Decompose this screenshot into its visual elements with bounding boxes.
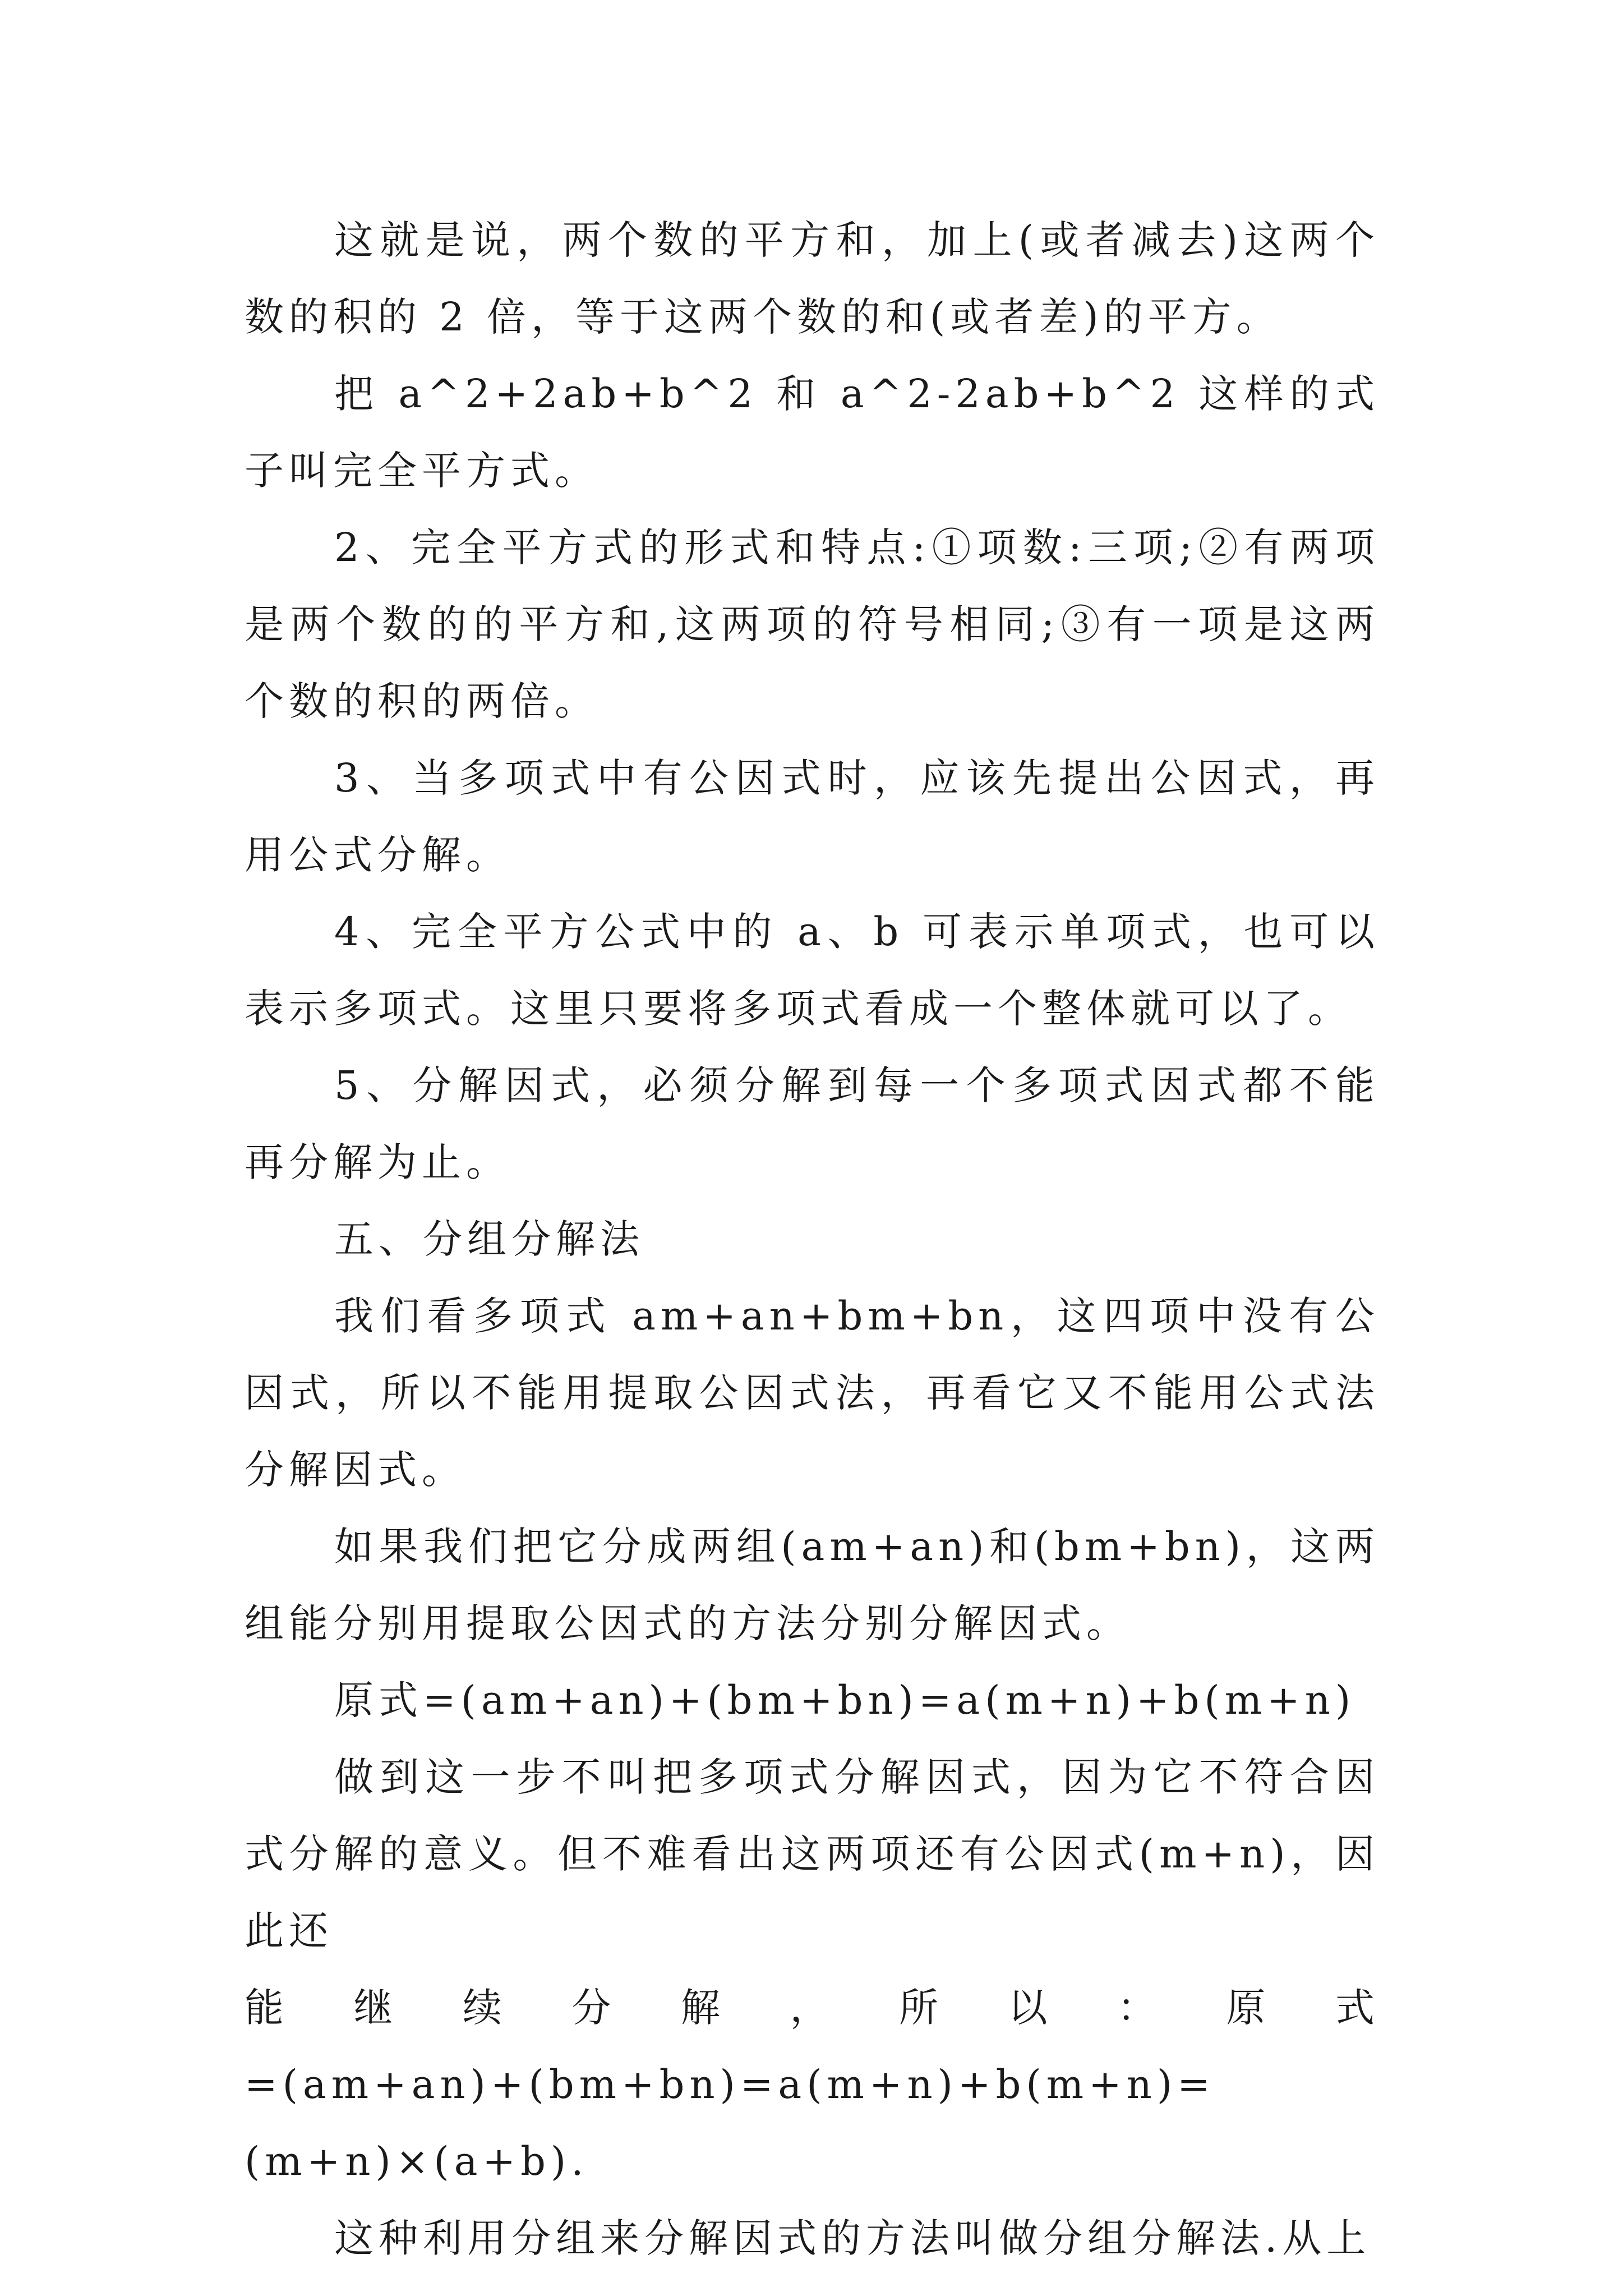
paragraph-original-expression: 原式=(am+an)+(bm+bn)=a(m+n)+b(m+n) bbox=[334, 1677, 1356, 1723]
document-body bbox=[245, 202, 1380, 2277]
paragraph-point-2: 2、完全平方式的形式和特点:①项数:三项;②有两项是两个数的的平方和,这两项的符号相同;③有一项是这两个数的积的两倍。 bbox=[245, 524, 1380, 724]
paragraph-point-3: 3、当多项式中有公因式时，应该先提出公因式，再用公式分解。 bbox=[245, 755, 1380, 878]
paragraph-not-factored-text: 做到这一步不叫把多项式分解因式，因为它不符合因式分解的意义。但不难看出这两项还有公因式(m+n)，因此还 bbox=[245, 1754, 1380, 1954]
section-heading-grouping-method: 五、分组分解法 bbox=[334, 1216, 644, 1262]
paragraph-perfect-square-definition: 把 a^2+2ab+b^2 和 a^2-2ab+b^2 这样的式子叫完全平方式。 bbox=[245, 371, 1380, 494]
formula-line: =(am+an)+(bm+bn)=a(m+n)+b(m+n)=(m+n)×(a+b). bbox=[245, 2062, 1215, 2184]
spread-continuation-line: 能 继 续 分 解 ， 所 以 ： 原 式 bbox=[245, 1985, 1380, 2031]
paragraph-grouping-method-summary: 这种利用分组来分解因式的方法叫做分组分解法.从上 bbox=[334, 2215, 1371, 2261]
paragraph-polynomial-example: 我们看多项式 am+an+bm+bn，这四项中没有公因式，所以不能用提取公因式法，再看它又不能用公式法分解因式。 bbox=[245, 1293, 1380, 1493]
paragraph-point-5: 5、分解因式，必须分解到每一个多项式因式都不能再分解为止。 bbox=[245, 1062, 1380, 1185]
paragraph-grouping-split: 如果我们把它分成两组(am+an)和(bm+bn)，这两组能分别用提取公因式的方法分别分解因式。 bbox=[245, 1524, 1380, 1646]
paragraph-not-factored-yet bbox=[245, 1739, 1380, 2200]
paragraph-square-sum-explanation: 这就是说，两个数的平方和，加上(或者减去)这两个数的积的 2 倍，等于这两个数的和(或者差)的平方。 bbox=[245, 217, 1380, 340]
paragraph-point-4: 4、完全平方公式中的 a、b 可表示单项式，也可以表示多项式。这里只要将多项式看成一个整体就可以了。 bbox=[245, 909, 1380, 1032]
